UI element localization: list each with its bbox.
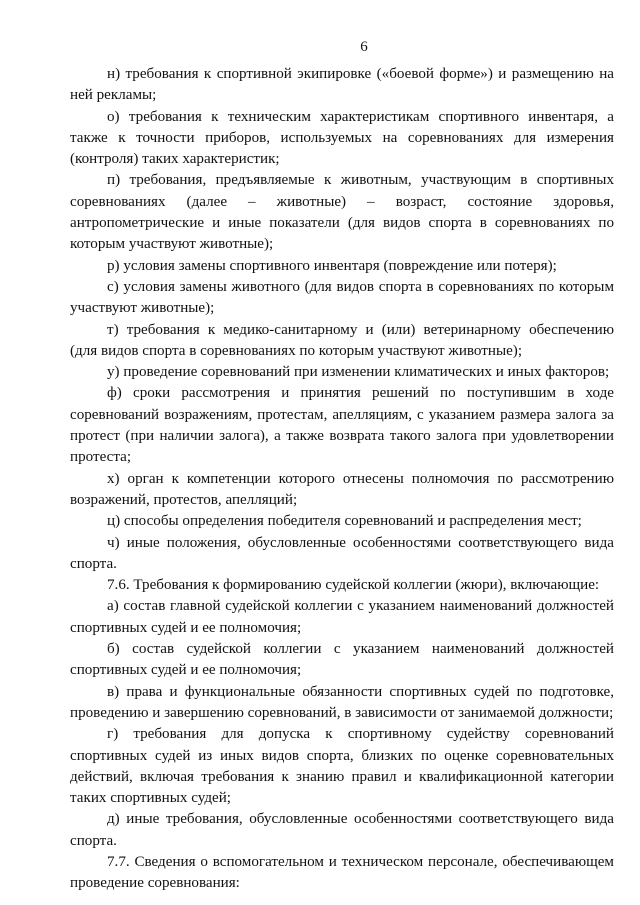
paragraph-kh: х) орган к компетенции которого отнесены полномочия по рассмотрению возражений, протестов, апелляций; (70, 470, 614, 508)
paragraph-n: н) требования к спортивной экипировке («боевой форме») и размещению на ней рекламы; (70, 66, 614, 104)
paragraph-o: о) требования к техническим характеристикам спортивного инвентаря, а также к точности приборов, используемых на соревнованиях для измерения (контроля) таких характеристик; (70, 108, 614, 168)
paragraph-s: с) условия замены животного (для видов спорта в соревнованиях по которым участвуют животные); (70, 278, 614, 317)
paragraph-t: т) требования к медико-санитарному и (или) ветеринарному обеспечению (для видов спорта в соревнованиях по которым участвуют животные); (70, 321, 614, 359)
page-number: 6 (360, 39, 368, 55)
paragraph-ch: ч) иные положения, обусловленные особенностями соответствующего вида спорта. (70, 534, 614, 572)
paragraph-d: д) иные требования, обусловленные особенностями соответствующего вида спорта. (70, 811, 614, 849)
paragraph-v: в) права и функциональные обязанности спортивных судей по подготовке, проведению и завершению соревнований, в зависимости от занимаемой должности; (70, 683, 614, 721)
paragraph-ts: ц) способы определения победителя соревнований и распределения мест; (107, 513, 582, 530)
section-7-6-heading: 7.6. Требования к формированию судейской коллегии (жюри), включающие: (107, 577, 600, 594)
paragraph-f: ф) сроки рассмотрения и принятия решений по поступившим в ходе соревнований возражениям, протестам, апелляциям, с указанием размера залога за протест (при наличии залога), а также возврата такого залога при удовлетворении протеста; (70, 385, 614, 466)
section-7-7-heading: 7.7. Сведения о вспомогательном и техническом персонале, обеспечивающем проведение соревнования: (70, 853, 614, 892)
paragraph-a: а) состав главной судейской коллегии с указанием наименований должностей спортивных судей и ее полномочия; (70, 598, 614, 636)
paragraph-g: г) требования для допуска к спортивному судейству соревнований спортивных судей из иных видов спорта, близких по оценке соревновательных действий, включая требования к знанию правил и квалификационной категории таких спортивных судей; (70, 726, 614, 807)
paragraph-u: у) проведение соревнований при изменении климатических и иных факторов; (107, 364, 610, 381)
paragraph-r: р) условия замены спортивного инвентаря (повреждение или потеря); (107, 257, 557, 274)
paragraph-p: п) требования, предъявляемые к животным, участвующим в спортивных соревнованиях (далее – животные) – возраст, состояние здоровья, антропометрические и иные показатели (для видов спорта в соревнованиях по которым участвуют животные); (70, 172, 614, 253)
paragraph-b: б) состав судейской коллегии с указанием наименований должностей спортивных судей и ее полномочия; (70, 641, 614, 679)
